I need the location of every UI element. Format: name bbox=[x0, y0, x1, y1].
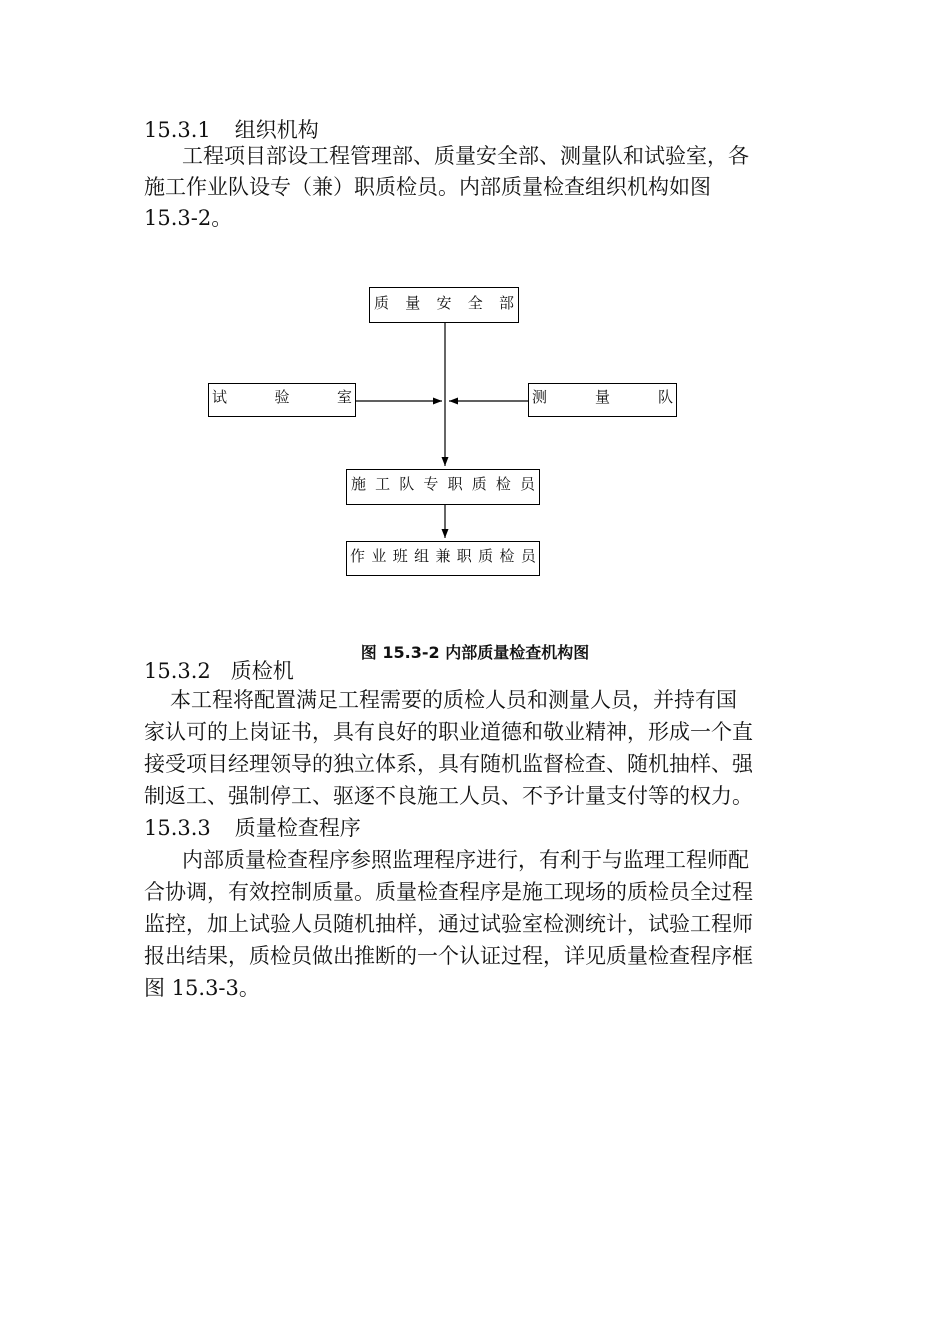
box-label-char: 职 bbox=[456, 547, 472, 565]
box-quality-safety-dept bbox=[369, 287, 519, 323]
paragraph-line: 监控，加上试验人员随机抽样，通过试验室检测统计，试验工程师 bbox=[144, 912, 753, 936]
box-label-char: 班 bbox=[392, 547, 408, 565]
box-label-char: 职 bbox=[447, 475, 463, 493]
box-label-char: 作 bbox=[350, 547, 366, 565]
paragraph-line: 内部质量检查程序参照监理程序进行，有利于与监理工程师配 bbox=[182, 848, 749, 872]
box-crew-parttime-inspector bbox=[346, 541, 540, 576]
box-label-char: 验 bbox=[274, 388, 290, 406]
box-label-char: 员 bbox=[519, 475, 535, 493]
box-laboratory bbox=[208, 383, 356, 417]
box-label-char: 业 bbox=[371, 547, 387, 565]
paragraph-line: 15.3-2。 bbox=[144, 206, 233, 230]
paragraph-line: 合协调，有效控制质量。质量检查程序是施工现场的质检员全过程 bbox=[144, 880, 753, 904]
paragraph-line: 本工程将配置满足工程需要的质检人员和测量人员，并持有国 bbox=[170, 688, 737, 712]
box-label-char: 质 bbox=[374, 294, 390, 312]
figure-caption: 图 15.3-2 内部质量检查机构图 bbox=[360, 643, 590, 662]
section-heading-15-3-2 bbox=[144, 655, 294, 687]
box-label-char: 检 bbox=[495, 475, 511, 493]
paragraph-line: 施工作业队设专（兼）职质检员。内部质量检查组织机构如图 bbox=[144, 175, 711, 199]
box-label-char: 安 bbox=[436, 294, 452, 312]
section-heading-15-3-3 bbox=[144, 812, 361, 844]
box-label-char: 量 bbox=[594, 388, 610, 406]
box-label-char: 室 bbox=[336, 388, 352, 406]
section-title: 质检机 bbox=[230, 659, 294, 683]
section-title: 组织机构 bbox=[234, 118, 319, 142]
box-label-char: 组 bbox=[414, 547, 430, 565]
paragraph-line: 报出结果，质检员做出推断的一个认证过程，详见质量检查程序框 bbox=[144, 944, 753, 968]
paragraph-line: 接受项目经理领导的独立体系，具有随机监督检查、随机抽样、强 bbox=[144, 752, 753, 776]
box-label-char: 全 bbox=[467, 294, 483, 312]
box-team-fulltime-inspector bbox=[346, 469, 540, 505]
section-number: 15.3.1 bbox=[144, 118, 211, 142]
box-label-char: 队 bbox=[399, 475, 415, 493]
section-number: 15.3.2 bbox=[144, 659, 211, 683]
box-label-char: 质 bbox=[471, 475, 487, 493]
box-label-char: 兼 bbox=[435, 547, 451, 565]
box-survey-team bbox=[528, 383, 677, 417]
section-number: 15.3.3 bbox=[144, 816, 211, 840]
box-label-char: 专 bbox=[423, 475, 439, 493]
box-label-char: 测 bbox=[532, 388, 548, 406]
box-label-char: 试 bbox=[212, 388, 228, 406]
box-label-char: 员 bbox=[520, 547, 536, 565]
box-label-char: 质 bbox=[478, 547, 494, 565]
section-title: 质量检查程序 bbox=[234, 816, 361, 840]
box-label-char: 部 bbox=[498, 294, 514, 312]
box-label-char: 检 bbox=[499, 547, 515, 565]
box-label-char: 量 bbox=[405, 294, 421, 312]
paragraph-line: 制返工、强制停工、驱逐不良施工人员、不予计量支付等的权力。 bbox=[144, 784, 753, 808]
box-label-char: 队 bbox=[657, 388, 673, 406]
paragraph-line: 图 15.3-3。 bbox=[144, 976, 260, 1000]
paragraph-line: 工程项目部设工程管理部、质量安全部、测量队和试验室，各 bbox=[182, 144, 749, 168]
paragraph-line: 家认可的上岗证书，具有良好的职业道德和敬业精神，形成一个直 bbox=[144, 720, 753, 744]
box-label-char: 工 bbox=[375, 475, 391, 493]
box-label-char: 施 bbox=[351, 475, 367, 493]
